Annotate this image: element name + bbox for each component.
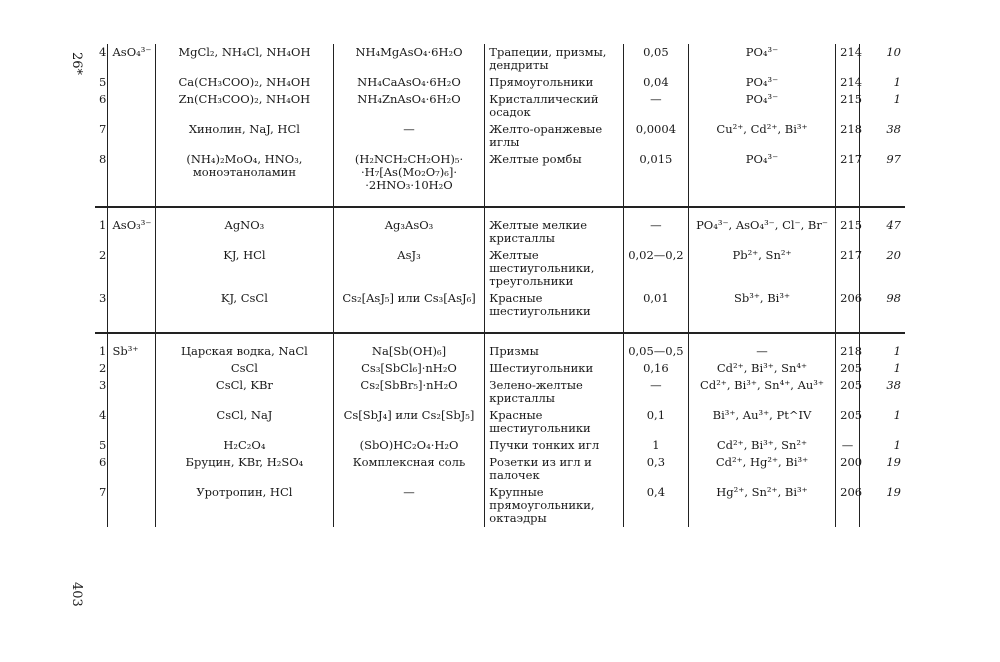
page-ref-cell: 205 (836, 377, 860, 407)
detection-limit-cell: 1 (623, 437, 688, 454)
detection-limit-cell: 0,05—0,5 (623, 333, 688, 360)
row-number: 4 (99, 408, 107, 422)
ion-cell (108, 360, 156, 377)
ion-cell (108, 121, 156, 151)
reagent-cell: MgCl₂, NH₄Cl, NH₄OH (156, 44, 334, 74)
reference-cell: 1 (859, 437, 905, 454)
reagent-cell: CsCl (156, 360, 334, 377)
page-marker-top: 26* (69, 52, 84, 76)
interfering-ions-cell: Cd²⁺, Bi³⁺, Sn⁴⁺ (688, 360, 835, 377)
page-ref-cell: 214 (836, 74, 860, 91)
reagent-cell: AgNO₃ (156, 207, 334, 247)
page-ref-cell: 205 (836, 407, 860, 437)
group-spacer (95, 320, 905, 333)
product-cell: Ag₃AsO₃ (333, 207, 485, 247)
crystal-shape-cell: Зелено-желтые кристаллы (485, 377, 624, 407)
crystal-shape-cell: Красные шестиугольники (485, 290, 624, 320)
reference-cell: 1 (859, 91, 905, 121)
reagent-cell: Хинолин, NaJ, HCl (156, 121, 334, 151)
crystal-shape-cell: Призмы (485, 333, 624, 360)
detection-limit-cell: 0,3 (623, 454, 688, 484)
detection-limit-cell: 0,16 (623, 360, 688, 377)
product-cell: Na[Sb(OH)₆] (333, 333, 485, 360)
table-row (95, 407, 905, 437)
product-cell: — (333, 121, 485, 151)
detection-limit-cell: 0,0004 (623, 121, 688, 151)
table-row (95, 91, 905, 121)
interfering-ions-cell: Sb³⁺, Bi³⁺ (688, 290, 835, 320)
ion-cell (108, 290, 156, 320)
reference-cell: 47 (859, 207, 905, 247)
crystal-shape-cell: Желтые шестиугольники, треугольники (485, 247, 624, 290)
interfering-ions-cell: Pb²⁺, Sn²⁺ (688, 247, 835, 290)
detection-limit-cell: 0,02—0,2 (623, 247, 688, 290)
row-number: 3 (99, 291, 107, 305)
crystal-shape-cell: Желтые мелкие кристаллы (485, 207, 624, 247)
reference-cell: 38 (859, 121, 905, 151)
reagent-cell: CsCl, KBr (156, 377, 334, 407)
detection-limit-cell: — (623, 207, 688, 247)
reagent-cell: H₂C₂O₄ (156, 437, 334, 454)
table-row (95, 437, 905, 454)
detection-limit-cell: 0,1 (623, 407, 688, 437)
ion-cell (108, 407, 156, 437)
product-cell: (SbO)HC₂O₄·H₂O (333, 437, 485, 454)
interfering-ions-cell: PO₄³⁻ (688, 44, 835, 74)
interfering-ions-cell: PO₄³⁻ (688, 151, 835, 194)
page-ref-cell: 206 (836, 290, 860, 320)
page-ref-cell: 214 (836, 44, 860, 74)
table-row (95, 484, 905, 527)
table-row (95, 360, 905, 377)
reference-cell: 1 (859, 333, 905, 360)
product-cell: Cs[SbJ₄] или Cs₂[SbJ₅] (333, 407, 485, 437)
interfering-ions-cell: PO₄³⁻ (688, 74, 835, 91)
reference-cell: 20 (859, 247, 905, 290)
reagent-cell: Бруцин, KBr, H₂SO₄ (156, 454, 334, 484)
reference-cell: 1 (859, 407, 905, 437)
page-ref-cell: 215 (836, 91, 860, 121)
crystal-shape-cell: Желто-оранжевые иглы (485, 121, 624, 151)
crystal-shape-cell: Шестиугольники (485, 360, 624, 377)
page-ref-cell: 218 (836, 333, 860, 360)
table-row (95, 44, 905, 74)
detection-limit-cell: 0,01 (623, 290, 688, 320)
interfering-ions-cell: Hg²⁺, Sn²⁺, Bi³⁺ (688, 484, 835, 527)
row-number: 5 (99, 438, 107, 452)
reference-cell: 98 (859, 290, 905, 320)
crystal-shape-cell: Кристаллический осадок (485, 91, 624, 121)
row-number: 1 (95, 207, 108, 247)
interfering-ions-cell: Cd²⁺, Bi³⁺, Sn²⁺ (688, 437, 835, 454)
interfering-ions-cell: PO₄³⁻ (688, 91, 835, 121)
table-row (95, 247, 905, 290)
reactions-table (95, 44, 905, 527)
table-row (95, 121, 905, 151)
table-row (95, 74, 905, 91)
reference-cell: 19 (859, 454, 905, 484)
product-cell: Cs₂[AsJ₅] или Cs₃[AsJ₆] (333, 290, 485, 320)
ion-cell (108, 91, 156, 121)
group-spacer (95, 194, 905, 207)
product-cell: AsJ₃ (333, 247, 485, 290)
crystal-shape-cell: Желтые ромбы (485, 151, 624, 194)
row-number: 7 (99, 485, 107, 499)
page-ref-cell: 206 (836, 484, 860, 527)
crystal-shape-cell: Розетки из игл и палочек (485, 454, 624, 484)
product-cell: NH₄ZnAsO₄·6H₂O (333, 91, 485, 121)
interfering-ions-cell: Bi³⁺, Au³⁺, Pt^IV (688, 407, 835, 437)
table-row (95, 333, 905, 360)
page-ref-cell: 217 (836, 247, 860, 290)
crystal-shape-cell: Трапеции, призмы, дендриты (485, 44, 624, 74)
table-row (95, 151, 905, 194)
detection-limit-cell: 0,4 (623, 484, 688, 527)
reference-cell: 1 (859, 74, 905, 91)
table-row (95, 207, 905, 247)
reagent-cell: (NH₄)₂MoO₄, HNO₃, моноэтаноламин (156, 151, 334, 194)
reference-cell: 97 (859, 151, 905, 194)
ion-cell: AsO₄³⁻ (108, 44, 156, 74)
reagent-cell: Уротропин, HCl (156, 484, 334, 527)
detection-limit-cell: 0,015 (623, 151, 688, 194)
ion-cell (108, 437, 156, 454)
ion-cell (108, 74, 156, 91)
product-cell: (H₂NCH₂CH₂OH)₅· ·H₇[As(Mo₂O₇)₆]· ·2HNO₃·10H₂O (333, 151, 485, 194)
page-ref-cell: — (836, 437, 860, 454)
page-number: 403 (69, 582, 84, 607)
table-row (95, 454, 905, 484)
detection-limit-cell: — (623, 91, 688, 121)
reagent-cell: CsCl, NaJ (156, 407, 334, 437)
page-ref-cell: 215 (836, 207, 860, 247)
detection-limit-cell: 0,05 (623, 44, 688, 74)
page-ref-cell: 200 (836, 454, 860, 484)
ion-cell (108, 484, 156, 527)
product-cell: Cs₂[SbBr₅]·nH₂O (333, 377, 485, 407)
table-row (95, 377, 905, 407)
row-number: 6 (99, 92, 107, 106)
page-ref-cell: 205 (836, 360, 860, 377)
detection-limit-cell: 0,04 (623, 74, 688, 91)
product-cell: NH₄CaAsO₄·6H₂O (333, 74, 485, 91)
reference-cell: 10 (859, 44, 905, 74)
interfering-ions-cell: — (688, 333, 835, 360)
ion-cell: AsO₃³⁻ (108, 207, 156, 247)
reference-cell: 38 (859, 377, 905, 407)
product-cell: Cs₃[SbCl₆]·nH₂O (333, 360, 485, 377)
interfering-ions-cell: Cd²⁺, Bi³⁺, Sn⁴⁺, Au³⁺ (688, 377, 835, 407)
ion-cell (108, 377, 156, 407)
interfering-ions-cell: PO₄³⁻, AsO₄³⁻, Cl⁻, Br⁻ (688, 207, 835, 247)
crystal-shape-cell: Красные шестиугольники (485, 407, 624, 437)
ion-cell (108, 454, 156, 484)
product-cell: NH₄MgAsO₄·6H₂O (333, 44, 485, 74)
crystal-shape-cell: Крупные прямоугольники, октаэдры (485, 484, 624, 527)
detection-limit-cell: — (623, 377, 688, 407)
page-ref-cell: 217 (836, 151, 860, 194)
row-number: 5 (99, 75, 107, 89)
reagent-cell: Царская водка, NaCl (156, 333, 334, 360)
row-number: 2 (99, 248, 107, 262)
crystal-shape-cell: Прямоугольники (485, 74, 624, 91)
interfering-ions-cell: Cd²⁺, Hg²⁺, Bi³⁺ (688, 454, 835, 484)
ion-cell (108, 247, 156, 290)
product-cell: — (333, 484, 485, 527)
row-number: 4 (99, 45, 107, 59)
row-number: 1 (95, 333, 108, 360)
row-number: 8 (99, 152, 107, 166)
table-row (95, 290, 905, 320)
reference-cell: 19 (859, 484, 905, 527)
reagent-cell: KJ, HCl (156, 247, 334, 290)
reference-cell: 1 (859, 360, 905, 377)
reagent-cell: KJ, CsCl (156, 290, 334, 320)
row-number: 2 (99, 361, 107, 375)
crystal-shape-cell: Пучки тонких игл (485, 437, 624, 454)
reagent-cell: Zn(CH₃COO)₂, NH₄OH (156, 91, 334, 121)
ion-cell: Sb³⁺ (108, 333, 156, 360)
interfering-ions-cell: Cu²⁺, Cd²⁺, Bi³⁺ (688, 121, 835, 151)
ion-cell (108, 151, 156, 194)
page-ref-cell: 218 (836, 121, 860, 151)
row-number: 6 (99, 455, 107, 469)
row-number: 3 (99, 378, 107, 392)
product-cell: Комплексная соль (333, 454, 485, 484)
row-number: 7 (99, 122, 107, 136)
reagent-cell: Ca(CH₃COO)₂, NH₄OH (156, 74, 334, 91)
